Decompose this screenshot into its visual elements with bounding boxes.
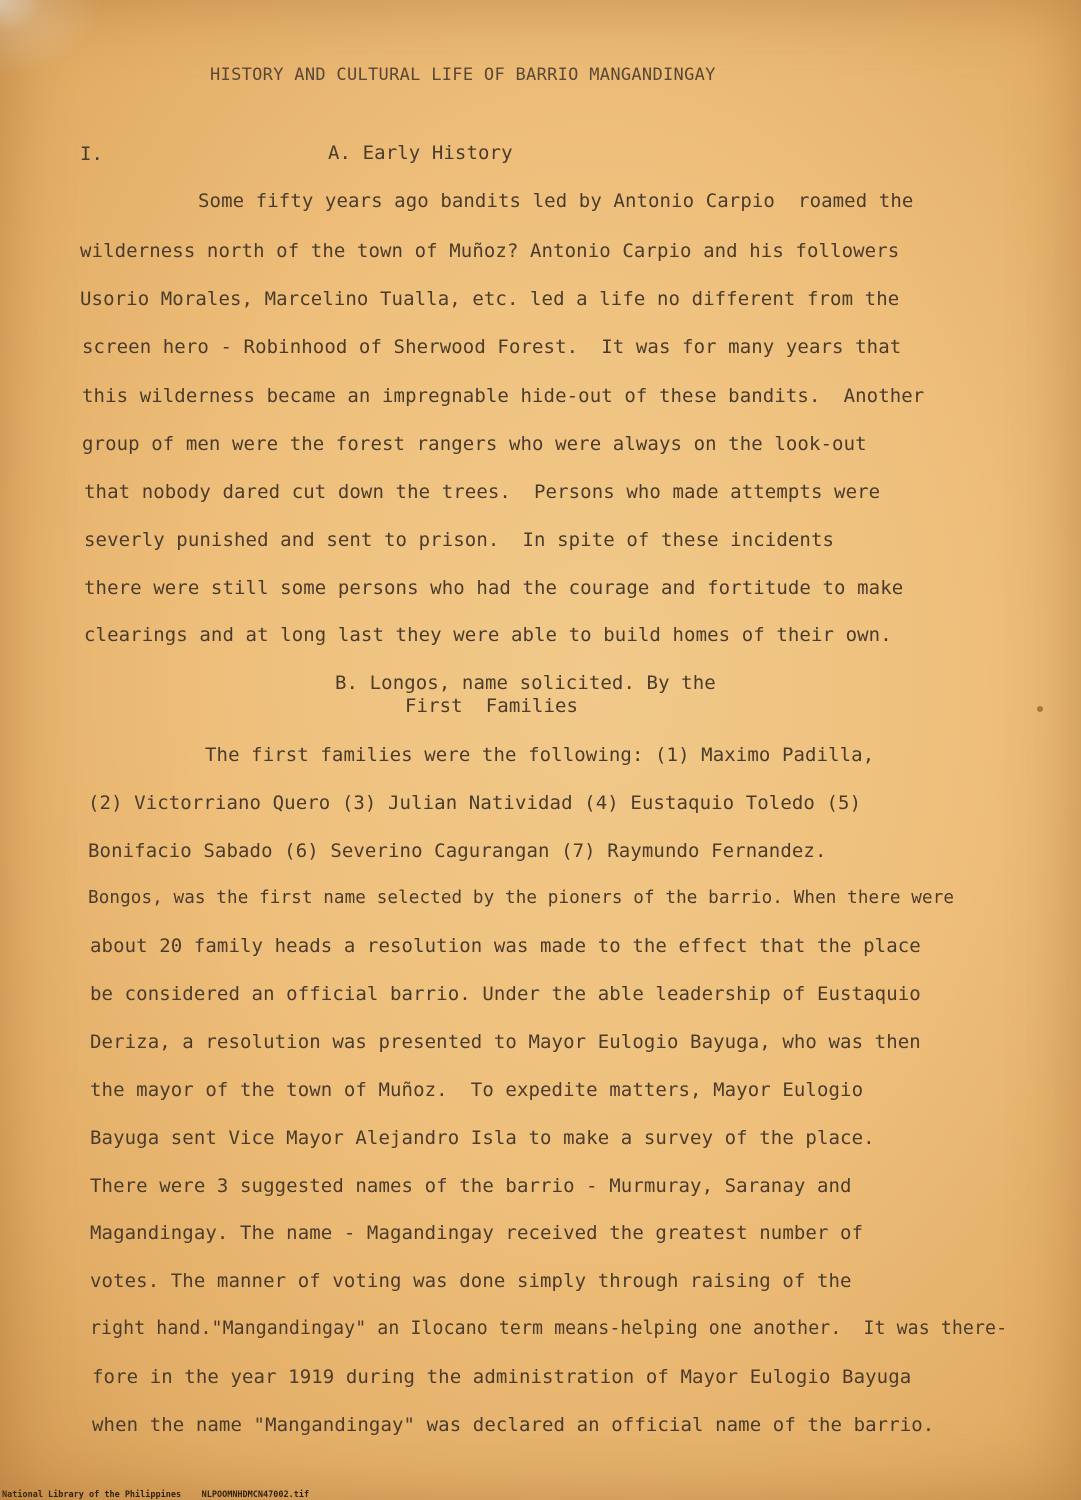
scan-footer <box>2 1490 309 1500</box>
paper-stain <box>0 0 120 90</box>
paragraph-line: this wilderness became an impregnable hide-out of these bandits. Another <box>82 385 925 407</box>
paragraph-line: be considered an official barrio. Under the able leadership of Eustaquio <box>90 983 921 1005</box>
paragraph-line: Bayuga sent Vice Mayor Alejandro Isla to make a survey of the place. <box>90 1127 875 1149</box>
paragraph-line: Bonifacio Sabado (6) Severino Cagurangan (7) Raymundo Fernandez. <box>88 840 827 862</box>
library-name: National Library of the Philippines <box>2 1490 182 1500</box>
paragraph-line: votes. The manner of voting was done simply through raising of the <box>90 1270 852 1292</box>
section-number: I. <box>80 143 104 165</box>
paragraph-line: fore in the year 1919 during the administration of Mayor Eulogio Bayuga <box>92 1366 912 1388</box>
paragraph-line: right hand."Mangandingay" an Ilocano term means-helping one another. It was there- <box>90 1318 1008 1339</box>
paragraph-line: Deriza, a resolution was presented to Mayor Eulogio Bayuga, who was then <box>90 1031 921 1053</box>
paragraph-line: clearings and at long last they were able to build homes of their own. <box>84 624 892 646</box>
paragraph-line: wilderness north of the town of Muñoz? Antonio Carpio and his followers <box>80 240 900 262</box>
paragraph-line: about 20 family heads a resolution was made to the effect that the place <box>90 935 921 957</box>
paragraph-line: There were 3 suggested names of the barrio - Murmuray, Saranay and <box>90 1175 852 1197</box>
paragraph-line: Magandingay. The name - Magandingay received the greatest number of <box>90 1222 864 1244</box>
paragraph-line: the mayor of the town of Muñoz. To expedite matters, Mayor Eulogio <box>90 1079 864 1101</box>
section-b-heading: B. Longos, name solicited. By the <box>335 672 716 694</box>
paragraph-line: that nobody dared cut down the trees. Persons who made attempts were <box>84 481 881 503</box>
paragraph-line: group of men were the forest rangers who were always on the look-out <box>82 433 867 455</box>
paragraph-line: severly punished and sent to prison. In spite of these incidents <box>84 529 835 551</box>
paragraph-line: Bongos, was the first name selected by the pioners of the barrio. When there were <box>88 888 955 908</box>
paragraph-line: The first families were the following: (1) Maximo Padilla, <box>205 744 875 766</box>
scan-file-id: NLPOOMNHDMCN47002.tif <box>201 1490 310 1500</box>
paragraph-line: Usorio Morales, Marcelino Tualla, etc. led a life no different from the <box>80 288 900 310</box>
document-title: HISTORY AND CULTURAL LIFE OF BARRIO MANGANDINGAY <box>210 65 716 85</box>
paragraph-line: (2) Victorriano Quero (3) Julian Natividad (4) Eustaquio Toledo (5) <box>88 792 862 814</box>
paragraph-line: there were still some persons who had the courage and fortitude to make <box>84 577 904 599</box>
ink-speck <box>1037 706 1043 712</box>
paragraph-line: Some fifty years ago bandits led by Antonio Carpio roamed the <box>198 190 914 212</box>
section-b-heading-continued: First Families <box>405 695 579 717</box>
paragraph-line: screen hero - Robinhood of Sherwood Forest. It was for many years that <box>82 336 902 358</box>
section-a-heading: A. Early History <box>328 142 513 164</box>
paragraph-line: when the name "Mangandingay" was declared an official name of the barrio. <box>92 1414 935 1436</box>
